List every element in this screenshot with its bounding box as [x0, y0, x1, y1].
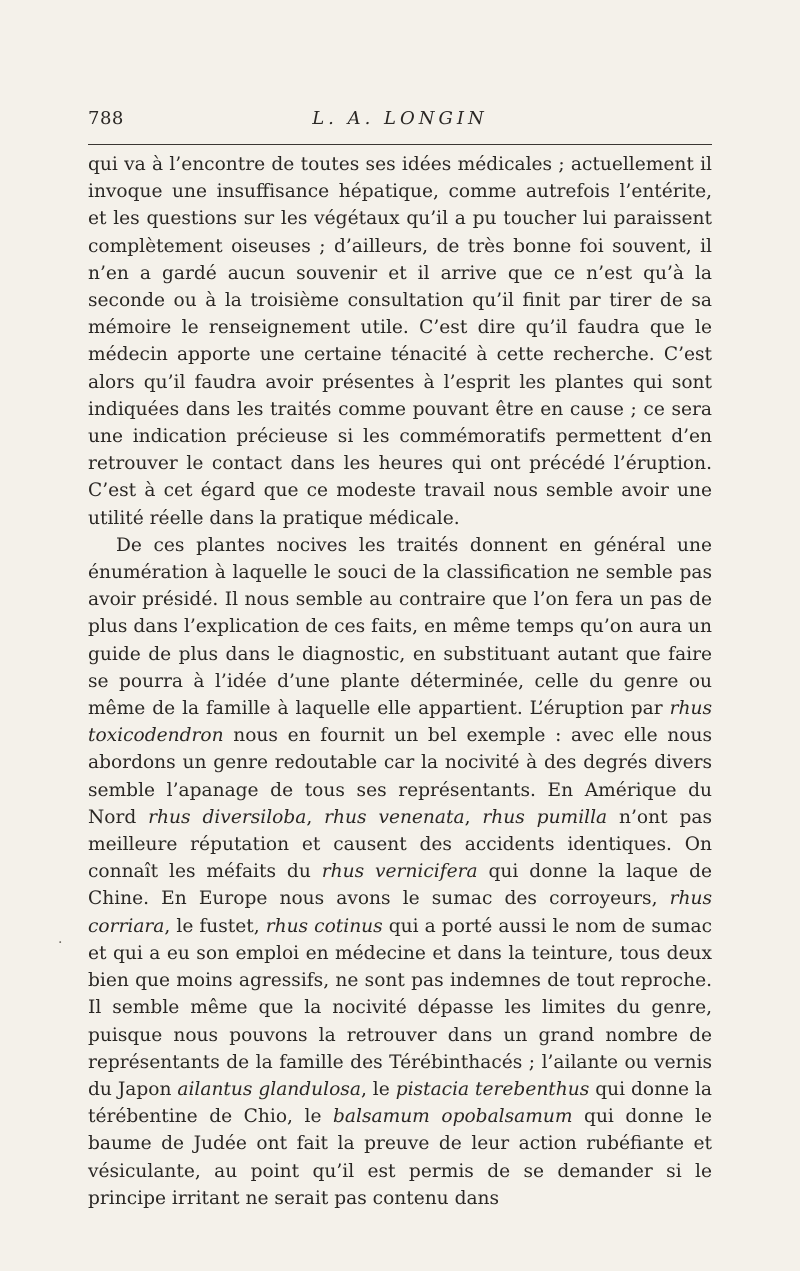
- text-run: ,: [464, 806, 483, 828]
- page-number: 788: [88, 108, 124, 129]
- header-rule: [88, 144, 712, 145]
- text-run: De ces plantes nocives les traités donnent en général une énumération à laquelle le souci de la classification ne semble pas avoir présidé. Il nous semble au contraire que l’on fera un pas de plus dans l’explication de ces faits, en même temps qu’on aura un guide de plus dans le diagnostic, en substituant autant que faire se pourra à l’idée d’une plante déterminée, celle du genre ou même de la famille à laquelle elle appartient. L’éruption par: [88, 534, 712, 720]
- margin-mark: ·: [58, 935, 63, 951]
- text-run: n’ont pas meilleure réputation et causent des accidents identiques. On connaît les méfaits du: [88, 806, 712, 883]
- species-name: rhus pumilla: [482, 806, 608, 828]
- species-name: rhus venenata: [324, 806, 465, 828]
- text-run: ,: [306, 806, 325, 828]
- species-name: ailantus glandulosa: [177, 1078, 361, 1100]
- body-text: [88, 151, 712, 1212]
- species-name: pistacia terebenthus: [395, 1078, 590, 1100]
- species-name: rhus corriara: [88, 888, 712, 937]
- species-name: rhus vernicifera: [321, 861, 478, 883]
- text-run: qui va à l’encontre de toutes ses idées médicales ; actuellement il invoque une insuffisance hépatique, comme autrefois l’entérite, et les questions sur les végétaux qu’il a pu toucher lui paraissent complètement oiseuses ; d’ailleurs, de très bonne foi souvent, il n’en a gardé aucun souvenir et il arrive que ce n’est qu’à la seconde ou à la troisième consultation qu’il finit par tirer de sa mémoire le renseignement utile. C’est dire qu’il faudra que le médecin apporte une certaine ténacité à cette recherche. C’est alors qu’il faudra avoir présentes à l’esprit les plantes qui sont indiquées dans les traités comme pouvant être en cause ; ce sera une indication précieuse si les commémoratifs permettent d’en retrouver le contact dans les heures qui ont précédé l’éruption. C’est à cet égard que ce modeste travail nous semble avoir une utilité réelle dans la pratique médicale.: [88, 154, 712, 529]
- running-title: L. A. LONGIN: [312, 108, 488, 129]
- page-header: [88, 108, 712, 138]
- text-run: , le: [360, 1078, 396, 1100]
- text-run: qui donne la térébentine de Chio, le: [88, 1078, 713, 1128]
- species-name: rhus toxicodendron: [88, 698, 712, 747]
- paragraph-1: [88, 151, 712, 532]
- species-name: rhus cotinus: [265, 915, 383, 937]
- text-run: qui donne le baume de Judée ont fait la preuve de leur action rubéfiante et vésiculante, au point qu’il est permis de se demander si le principe irritant ne serait pas contenu dans: [88, 1106, 712, 1209]
- species-name: rhus diversiloba: [148, 806, 307, 828]
- species-name: balsamum opobalsamum: [333, 1106, 573, 1128]
- text-run: qui a porté aussi le nom de sumac et qui a eu son emploi en médecine et dans la teinture, tous deux bien que moins agressifs, ne sont pas indemnes de tout reproche. Il semble même que la nocivité dépasse les limites du genre, puisque nous pouvons la retrouver dans un grand nombre de représentants de la famille des Térébinthacés ; l’ailante ou vernis du Japon: [88, 915, 712, 1100]
- text-run: , le fustet,: [164, 915, 266, 937]
- text-run: nous en fournit un bel exemple : avec elle nous abordons un genre redoutable car la nocivité à des degrés divers semble l’apanage de tous ses représentants. En Amérique du Nord: [88, 725, 712, 828]
- paragraph-2: [88, 532, 712, 1212]
- text-run: qui donne la laque de Chine. En Europe nous avons le sumac des corroyeurs,: [88, 861, 712, 910]
